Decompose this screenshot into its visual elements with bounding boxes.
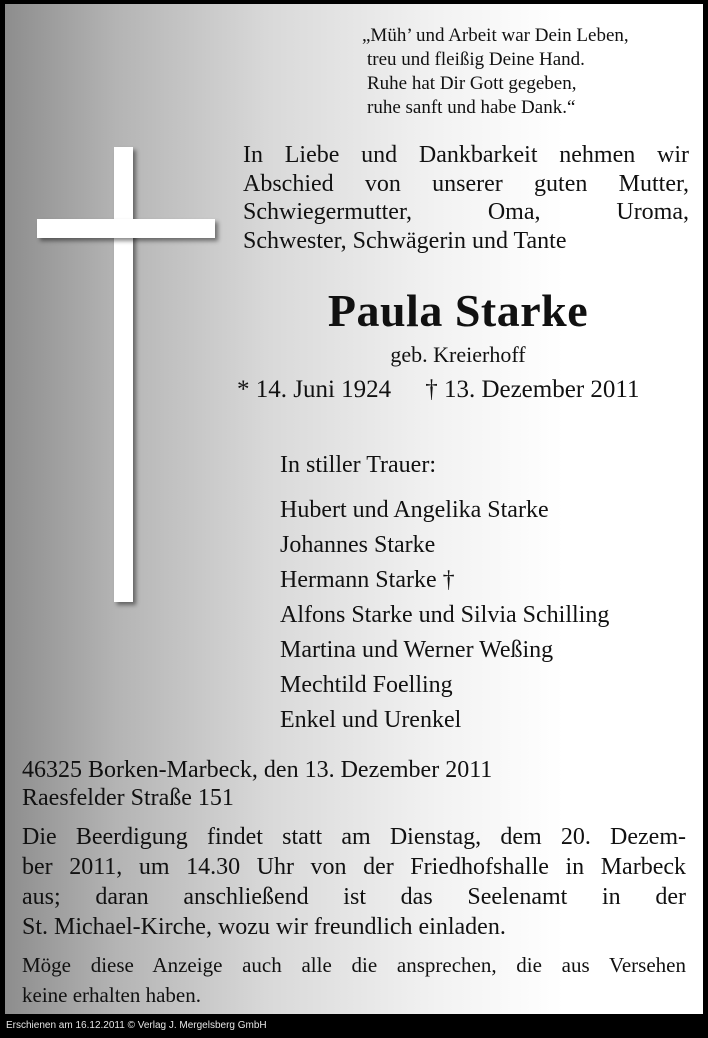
intro-line: Schwester, Schwägerin und Tante [243, 228, 567, 255]
deceased-name: Paula Starke [327, 285, 589, 336]
publication-footer: Erschienen am 16.12.2011 © Verlag J. Mergelsberg GmbH [6, 1020, 267, 1031]
quote-line: ruhe sanft und habe Dank.“ [367, 97, 576, 118]
notice-line: keine erhalten haben. [22, 983, 201, 1007]
list-item: Hermann Starke † [280, 567, 455, 593]
list-item: Johannes Starke [280, 532, 436, 558]
list-item: Mechtild Foelling [280, 672, 453, 698]
intro-line: Abschied von unserer guten Mutter, [243, 170, 689, 197]
intro-line: Schwiegermutter, Oma, Uroma, [243, 199, 689, 226]
quote-line: Ruhe hat Dir Gott gegeben, [367, 73, 577, 94]
list-item: Enkel und Urenkel [280, 707, 462, 733]
birth-name: geb. Kreierhoff [390, 342, 526, 367]
street-address: Raesfelder Straße 151 [22, 785, 234, 811]
list-item: Martina und Werner Weßing [280, 637, 554, 663]
obituary-panel [5, 4, 703, 1014]
funeral-line: aus; daran anschließend ist das Seelenamt in der [22, 884, 686, 910]
funeral-line: ber 2011, um 14.30 Uhr von der Friedhofshalle in Marbeck [22, 854, 686, 880]
birth-date: * 14. Juni 1924 [237, 376, 392, 403]
mourners-list [280, 493, 609, 738]
cross-vertical-beam [114, 147, 133, 602]
mourners-heading: In stiller Trauer: [280, 452, 436, 478]
notice-line: Möge diese Anzeige auch alle die ansprechen, die aus Versehen [22, 953, 686, 977]
closing-notice [22, 950, 686, 1010]
death-date: † 13. Dezember 2011 [425, 376, 640, 403]
place-and-date: 46325 Borken-Marbeck, den 13. Dezember 2011 [22, 757, 493, 783]
list-item: Hubert und Angelika Starke [280, 497, 549, 523]
life-dates [237, 376, 639, 404]
quote-line: treu und fleißig Deine Hand. [367, 49, 585, 70]
funeral-line: St. Michael-Kirche, wozu wir freundlich einladen. [22, 914, 506, 940]
intro-line: In Liebe und Dankbarkeit nehmen wir [243, 142, 689, 168]
funeral-line: Die Beerdigung findet statt am Dienstag, dem 20. Dezem- [22, 824, 686, 850]
cross-horizontal-beam [37, 219, 215, 238]
quote-line: „Müh’ und Arbeit war Dein Leben, [362, 25, 629, 46]
funeral-details [22, 822, 686, 942]
list-item: Alfons Starke und Silvia Schilling [280, 602, 610, 628]
intro-text [243, 141, 689, 256]
